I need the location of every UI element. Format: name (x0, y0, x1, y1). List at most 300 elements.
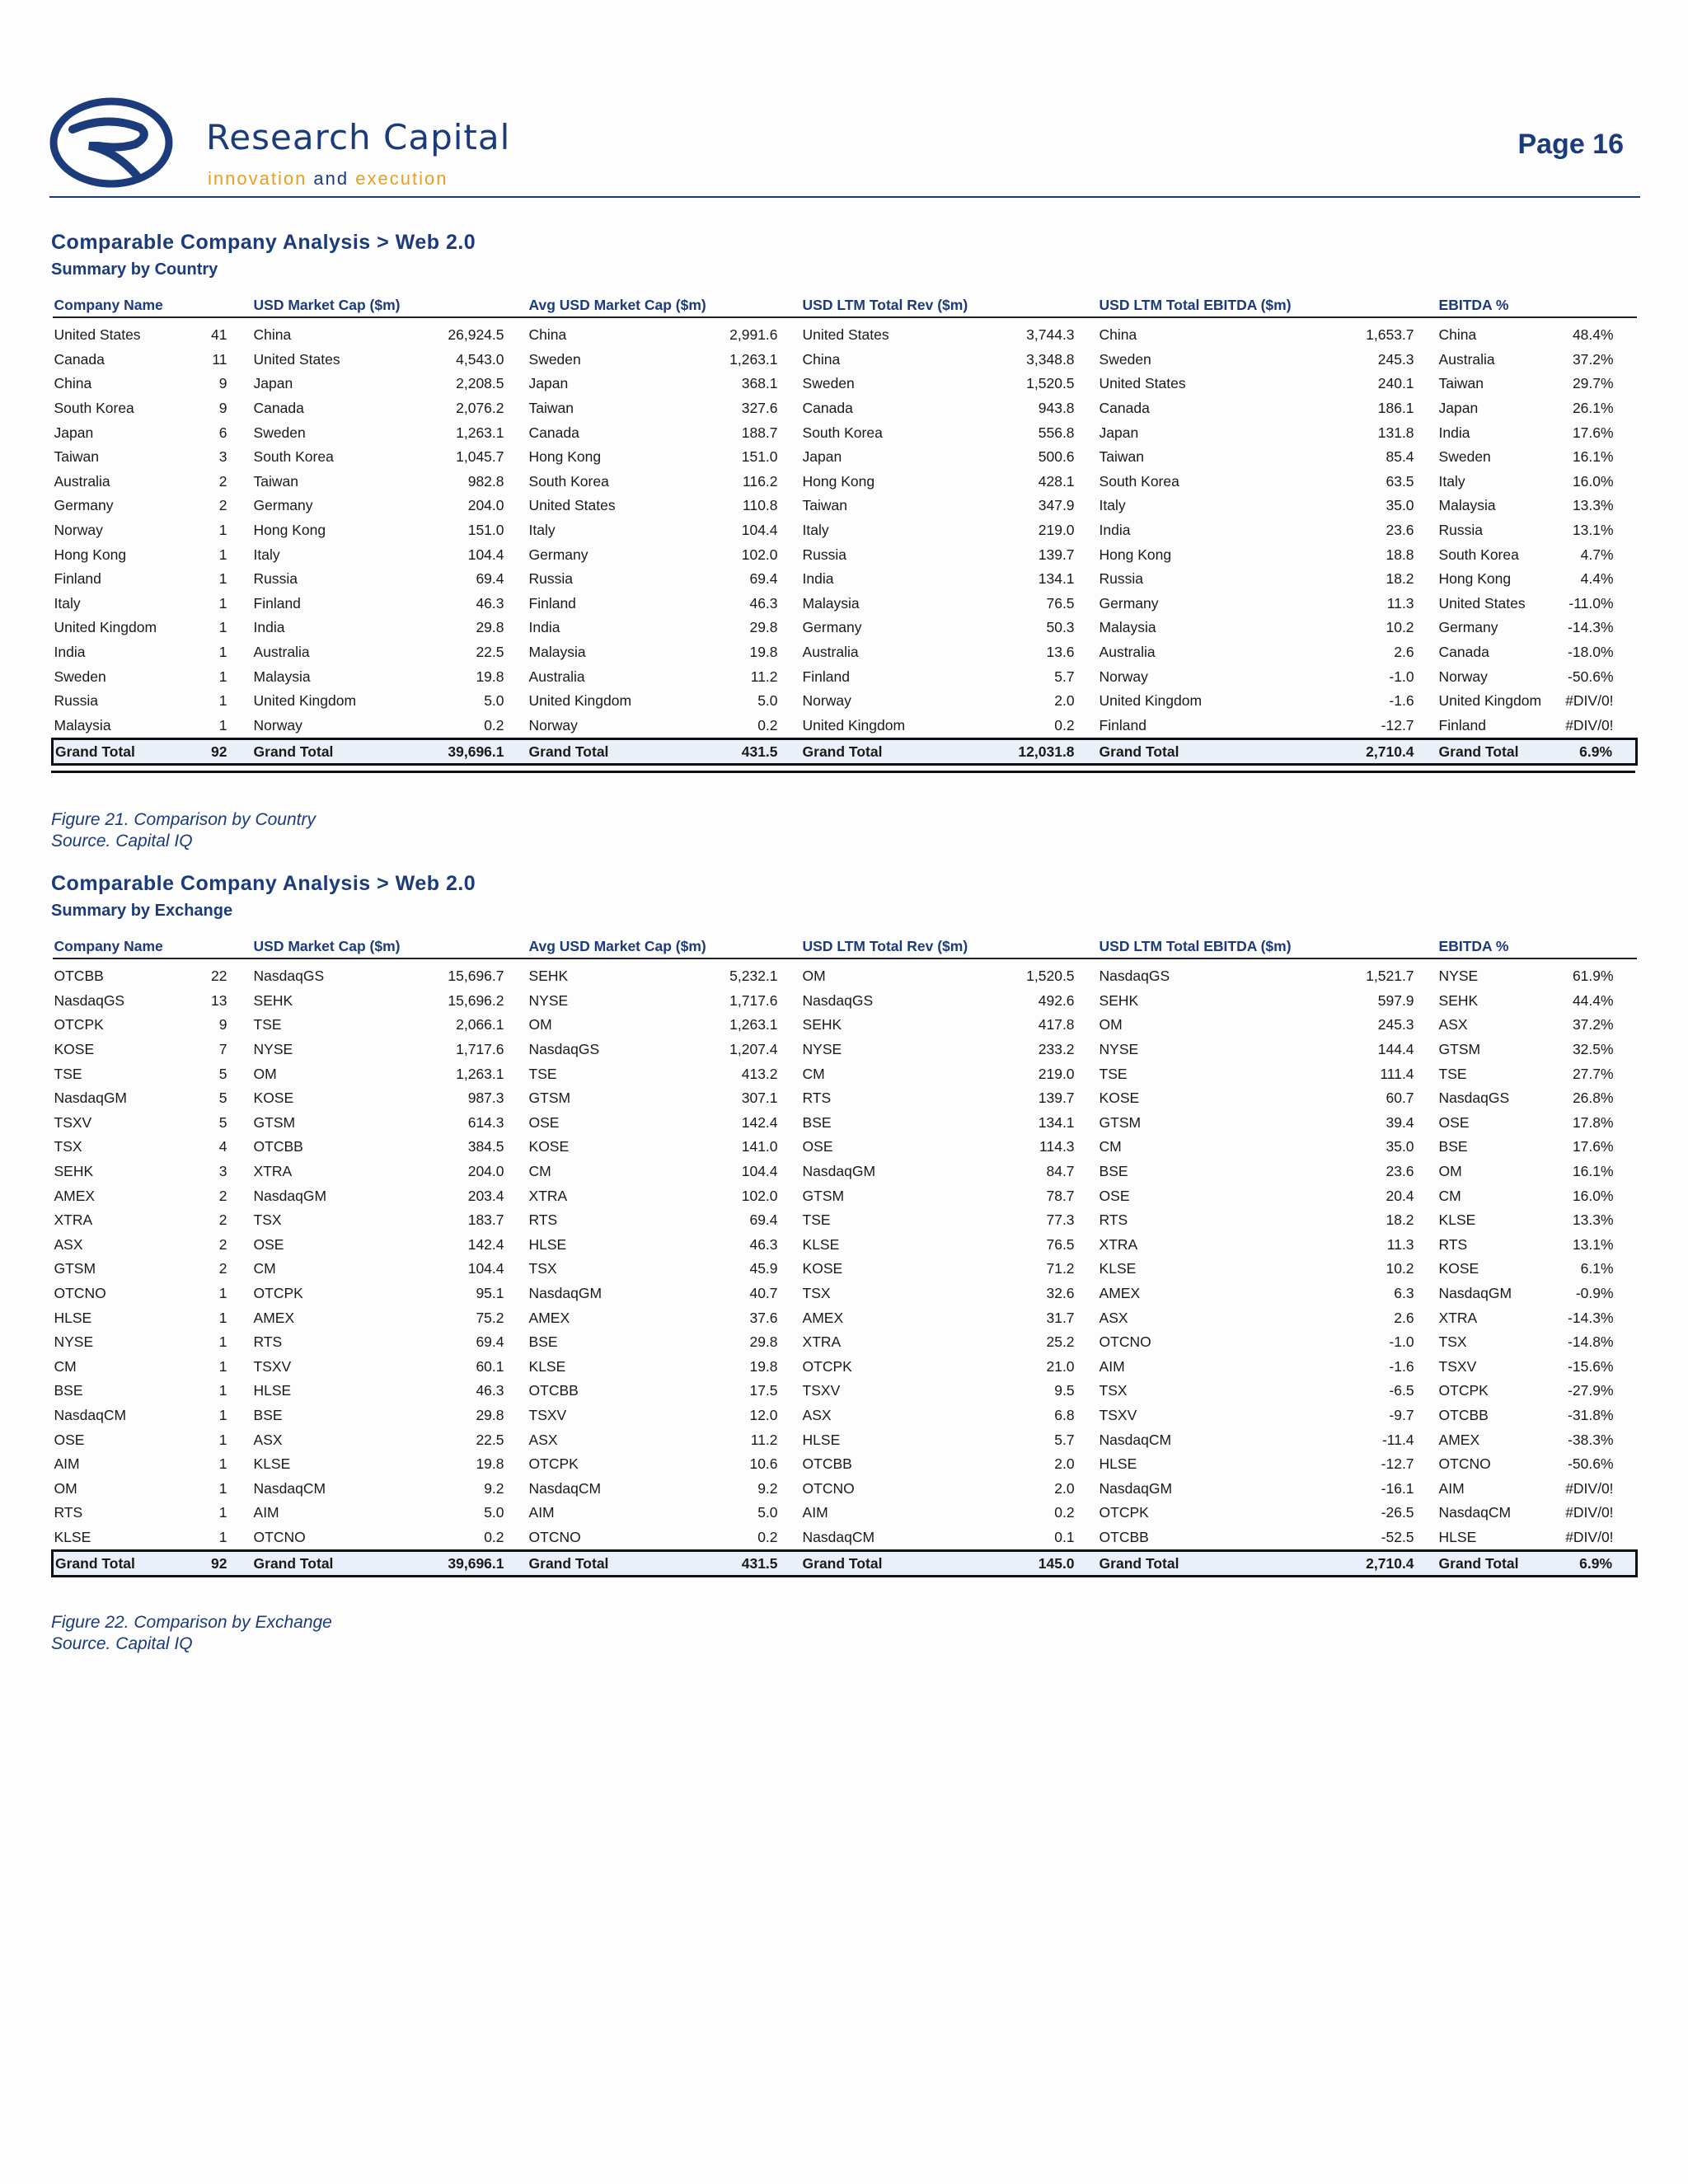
label-cell: BSE (1099, 1163, 1128, 1180)
value-cell: 2 (218, 497, 227, 514)
label-cell: AMEX (802, 1309, 844, 1326)
value-cell: -50.6% (1568, 1455, 1614, 1473)
label-cell: OSE (1438, 1113, 1470, 1131)
value-cell: 1 (218, 1357, 227, 1375)
value-cell: 29.8 (476, 1406, 504, 1423)
label-cell: South Korea (253, 448, 334, 466)
label-cell: Hong Kong (802, 472, 875, 490)
value-cell: 1 (218, 644, 227, 661)
value-cell: 413.2 (741, 1065, 778, 1082)
column-header: Company Name (53, 293, 252, 317)
label-cell: OTCBB (528, 1382, 579, 1399)
label-cell: NasdaqGM (54, 1090, 128, 1107)
value-cell: 431.5 (679, 739, 801, 765)
label-cell: Russia (1099, 570, 1144, 588)
label-cell: Taiwan (1099, 448, 1145, 466)
label-cell: OTCNO (253, 1528, 306, 1545)
table-row (53, 396, 1637, 421)
value-cell: 1 (218, 1479, 227, 1497)
value-cell: 25.2 (1046, 1333, 1075, 1351)
label-cell: NYSE (253, 1041, 293, 1058)
value-cell: 500.6 (1038, 448, 1075, 466)
value-cell: 0.2 (757, 716, 778, 733)
value-cell: 11.2 (750, 668, 778, 685)
value-cell: 9 (218, 400, 227, 417)
value-cell: -0.9% (1575, 1285, 1614, 1302)
value-cell: 35.0 (1386, 1138, 1414, 1155)
label-cell: TSXV (528, 1406, 567, 1423)
value-cell: 77.3 (1046, 1212, 1075, 1229)
value-cell: 597.9 (1377, 991, 1414, 1009)
value-cell: 431.5 (679, 1551, 801, 1577)
label-cell: Grand Total (528, 1551, 679, 1577)
value-cell: -52.5 (1381, 1528, 1414, 1545)
label-cell: Germany (1099, 594, 1159, 612)
label-cell: GTSM (1438, 1041, 1481, 1058)
label-cell: OSE (253, 1235, 284, 1253)
label-cell: Taiwan (1438, 375, 1484, 392)
value-cell: 75.2 (476, 1309, 504, 1326)
value-cell: 16.1% (1572, 448, 1614, 466)
label-cell: Sweden (1438, 448, 1491, 466)
label-cell: RTS (1438, 1235, 1468, 1253)
label-cell: NasdaqCM (253, 1479, 326, 1497)
value-cell: 245.3 (1377, 1016, 1414, 1033)
label-cell: TSX (802, 1285, 831, 1302)
value-cell: 69.4 (476, 1333, 504, 1351)
column-header: EBITDA % (1437, 293, 1637, 317)
table-row (53, 420, 1637, 445)
value-cell: 92 (176, 739, 252, 765)
value-cell: 5.7 (1054, 668, 1075, 685)
value-cell: -11.4 (1381, 1431, 1414, 1448)
label-cell: KOSE (1099, 1090, 1140, 1107)
value-cell: 1 (218, 570, 227, 588)
label-cell: Sweden (528, 350, 581, 368)
value-cell: 556.8 (1038, 424, 1075, 441)
label-cell: OTCPK (1099, 1504, 1149, 1521)
value-cell: -31.8% (1568, 1406, 1614, 1423)
value-cell: 6.3 (1394, 1285, 1414, 1302)
label-cell: United Kingdom (54, 619, 157, 636)
column-header: Avg USD Market Cap ($m) (528, 293, 801, 317)
value-cell: 13.3% (1572, 497, 1614, 514)
label-cell: HLSE (1438, 1528, 1477, 1545)
label-cell: ASX (528, 1431, 558, 1448)
label-cell: United Kingdom (253, 692, 357, 710)
table-header-row (53, 293, 1637, 317)
label-cell: AIM (54, 1455, 80, 1473)
value-cell: 11.3 (1386, 1235, 1414, 1253)
label-cell: AMEX (1099, 1285, 1141, 1302)
label-cell: KLSE (528, 1357, 566, 1375)
label-cell: NasdaqCM (802, 1528, 875, 1545)
value-cell: 35.0 (1386, 497, 1414, 514)
label-cell: Hong Kong (54, 546, 127, 563)
label-cell: Norway (528, 716, 578, 733)
table-row (53, 1062, 1637, 1086)
table-row (53, 1427, 1637, 1452)
label-cell: TSX (54, 1138, 82, 1155)
value-cell: 1 (218, 1431, 227, 1448)
value-cell: 31.7 (1046, 1309, 1075, 1326)
table-row (53, 1135, 1637, 1160)
value-cell: 9 (218, 375, 227, 392)
grand-total-row (53, 739, 1637, 765)
label-cell: TSX (528, 1260, 557, 1277)
label-cell: NasdaqCM (1099, 1431, 1172, 1448)
label-cell: GTSM (802, 1187, 845, 1204)
label-cell: Norway (1438, 668, 1488, 685)
label-cell: NYSE (802, 1041, 842, 1058)
table-row (53, 958, 1637, 989)
label-cell: NasdaqGM (802, 1163, 876, 1180)
value-cell: 2.6 (1394, 1309, 1414, 1326)
value-cell: 111.4 (1380, 1065, 1414, 1082)
label-cell: OTCNO (54, 1285, 106, 1302)
value-cell: 5.0 (484, 1504, 504, 1521)
table-row (53, 714, 1637, 739)
value-cell: 102.0 (741, 546, 778, 563)
value-cell: -26.5 (1381, 1504, 1414, 1521)
label-cell: South Korea (1438, 546, 1519, 563)
value-cell: -12.7 (1381, 716, 1414, 733)
label-cell: Italy (1099, 497, 1126, 514)
label-cell: United Kingdom (802, 716, 906, 733)
label-cell: Grand Total (1098, 739, 1324, 765)
label-cell: TSXV (54, 1113, 92, 1131)
label-cell: TSXV (1099, 1406, 1137, 1423)
value-cell: 19.8 (749, 1357, 778, 1375)
table-row (53, 317, 1637, 348)
label-cell: Russia (528, 570, 574, 588)
label-cell: AIM (528, 1504, 555, 1521)
label-cell: NYSE (1438, 968, 1479, 985)
value-cell: 11.3 (1386, 594, 1414, 612)
value-cell: 9.2 (484, 1479, 504, 1497)
value-cell: 245.3 (1377, 350, 1414, 368)
label-cell: Malaysia (54, 716, 111, 733)
label-cell: NasdaqGS (1438, 1090, 1510, 1107)
value-cell: 69.4 (476, 570, 504, 588)
value-cell: 131.8 (1377, 424, 1414, 441)
label-cell: Taiwan (253, 472, 298, 490)
value-cell: 1 (218, 522, 227, 539)
value-cell: 29.8 (749, 1333, 778, 1351)
label-cell: OTCNO (1438, 1455, 1491, 1473)
label-cell: AMEX (528, 1309, 570, 1326)
value-cell: 219.0 (1038, 1065, 1075, 1082)
label-cell: Germany (1438, 619, 1498, 636)
label-cell: Grand Total (1098, 1551, 1324, 1577)
column-header: USD LTM Total Rev ($m) (801, 293, 1098, 317)
value-cell: 13.6 (1046, 644, 1075, 661)
label-cell: KLSE (802, 1235, 840, 1253)
value-cell: 139.7 (1038, 546, 1075, 563)
label-cell: OSE (802, 1138, 833, 1155)
label-cell: HLSE (802, 1431, 841, 1448)
table-row (53, 989, 1637, 1014)
table-row (53, 542, 1637, 567)
column-header: EBITDA % (1437, 935, 1637, 958)
label-cell: OSE (54, 1431, 85, 1448)
label-cell: Sweden (54, 668, 106, 685)
value-cell: 1 (218, 1309, 227, 1326)
column-header: USD LTM Total EBITDA ($m) (1098, 935, 1437, 958)
value-cell: 39,696.1 (407, 1551, 528, 1577)
table-row (53, 567, 1637, 592)
figure-22-caption (51, 1612, 332, 1655)
value-cell: -16.1 (1381, 1479, 1414, 1497)
value-cell: 32.5% (1572, 1041, 1614, 1058)
label-cell: CM (528, 1163, 551, 1180)
table-row (53, 1355, 1637, 1380)
value-cell: 17.6% (1572, 424, 1614, 441)
value-cell: -15.6% (1568, 1357, 1614, 1375)
brand-name: Research Capital (206, 117, 511, 157)
label-cell: OTCBB (253, 1138, 303, 1155)
value-cell: 0.2 (1054, 1504, 1075, 1521)
value-cell: 2.6 (1394, 644, 1414, 661)
label-cell: OM (1099, 1016, 1123, 1033)
value-cell: 5 (218, 1113, 227, 1131)
value-cell: 85.4 (1386, 448, 1414, 466)
label-cell: Japan (1099, 424, 1139, 441)
value-cell: 417.8 (1038, 1016, 1075, 1033)
table-row (53, 1111, 1637, 1136)
label-cell: XTRA (253, 1163, 293, 1180)
label-cell: CM (802, 1065, 825, 1082)
label-cell: United States (1438, 594, 1526, 612)
label-cell: Hong Kong (253, 522, 326, 539)
value-cell: 2 (218, 1212, 227, 1229)
label-cell: TSE (54, 1065, 82, 1082)
label-cell: India (1438, 424, 1470, 441)
value-cell: 37.6 (749, 1309, 778, 1326)
country-summary-table (51, 293, 1638, 766)
label-cell: TSE (528, 1065, 557, 1082)
table-row (53, 592, 1637, 616)
value-cell: 145.0 (978, 1551, 1098, 1577)
value-cell: 114.3 (1039, 1138, 1075, 1155)
table-row (53, 1257, 1637, 1282)
label-cell: RTS (1099, 1212, 1128, 1229)
label-cell: KLSE (253, 1455, 291, 1473)
label-cell: HLSE (253, 1382, 292, 1399)
label-cell: SEHK (54, 1163, 94, 1180)
label-cell: Canada (253, 400, 304, 417)
value-cell: 13 (211, 991, 227, 1009)
label-cell: NasdaqGM (1438, 1285, 1512, 1302)
value-cell: 16.1% (1572, 1163, 1614, 1180)
label-cell: Taiwan (54, 448, 99, 466)
label-cell: OTCNO (1099, 1333, 1151, 1351)
label-cell: KLSE (1438, 1212, 1476, 1229)
value-cell: 10.6 (749, 1455, 778, 1473)
value-cell: 39,696.1 (407, 739, 528, 765)
value-cell: 1 (218, 1455, 227, 1473)
value-cell: 233.2 (1038, 1041, 1075, 1058)
value-cell: 204.0 (467, 497, 504, 514)
label-cell: Germany (802, 619, 862, 636)
label-cell: NYSE (1099, 1041, 1139, 1058)
label-cell: OTCBB (1099, 1528, 1149, 1545)
label-cell: Grand Total (53, 1551, 176, 1577)
value-cell: 6.1% (1580, 1260, 1614, 1277)
label-cell: China (54, 375, 92, 392)
label-cell: OTCPK (528, 1455, 579, 1473)
label-cell: HLSE (1099, 1455, 1137, 1473)
label-cell: Finland (54, 570, 101, 588)
label-cell: China (802, 350, 841, 368)
label-cell: India (54, 644, 86, 661)
value-cell: 1 (218, 1528, 227, 1545)
value-cell: 141.0 (741, 1138, 778, 1155)
value-cell: 142.4 (741, 1113, 778, 1131)
value-cell: 46.3 (749, 594, 778, 612)
label-cell: Malaysia (528, 644, 586, 661)
value-cell: 2,076.2 (456, 400, 504, 417)
value-cell: 2 (218, 1260, 227, 1277)
value-cell: 1 (218, 1333, 227, 1351)
value-cell: 1 (218, 619, 227, 636)
label-cell: KLSE (1099, 1260, 1137, 1277)
value-cell: 17.8% (1572, 1113, 1614, 1131)
figure-source: Source. Capital IQ (51, 832, 193, 851)
label-cell: ASX (1438, 1016, 1468, 1033)
label-cell: BSE (253, 1406, 283, 1423)
value-cell: 3 (218, 448, 227, 466)
label-cell: CM (1099, 1138, 1122, 1155)
label-cell: XTRA (802, 1333, 842, 1351)
label-cell: Japan (802, 448, 842, 466)
value-cell: 347.9 (1038, 497, 1075, 514)
value-cell: 4,543.0 (456, 350, 504, 368)
label-cell: ASX (1099, 1309, 1128, 1326)
value-cell: 2.0 (1054, 692, 1075, 710)
column-header: USD Market Cap ($m) (252, 293, 528, 317)
value-cell: 2,991.6 (729, 326, 778, 344)
value-cell: -50.6% (1568, 668, 1614, 685)
value-cell: 18.8 (1386, 546, 1414, 563)
value-cell: 22.5 (476, 1431, 504, 1448)
label-cell: Germany (54, 497, 114, 514)
label-cell: Sweden (802, 375, 855, 392)
figure-title: Figure 21. Comparison by Country (51, 810, 316, 829)
label-cell: CM (253, 1260, 276, 1277)
table-row (53, 1233, 1637, 1258)
value-cell: 13.1% (1572, 522, 1614, 539)
value-cell: 23.6 (1386, 1163, 1414, 1180)
value-cell: 1,045.7 (456, 448, 504, 466)
label-cell: India (528, 619, 560, 636)
value-cell: 61.9% (1572, 968, 1614, 985)
value-cell: 12.0 (749, 1406, 778, 1423)
label-cell: India (802, 570, 834, 588)
value-cell: 0.2 (1054, 716, 1075, 733)
value-cell: 1,207.4 (729, 1041, 778, 1058)
label-cell: Italy (802, 522, 829, 539)
label-cell: HLSE (528, 1235, 567, 1253)
value-cell: 1,520.5 (1026, 968, 1075, 985)
label-cell: NasdaqCM (528, 1479, 602, 1497)
value-cell: 1,521.7 (1366, 968, 1414, 985)
label-cell: Norway (802, 692, 851, 710)
value-cell: #DIV/0! (1565, 1504, 1614, 1521)
value-cell: 6.8 (1054, 1406, 1075, 1423)
value-cell: 110.8 (743, 497, 778, 514)
value-cell: 19.8 (749, 644, 778, 661)
value-cell: 219.0 (1038, 522, 1075, 539)
value-cell: -6.5 (1389, 1382, 1414, 1399)
figure-21-caption (51, 809, 316, 852)
label-cell: XTRA (1099, 1235, 1138, 1253)
label-cell: Norway (54, 522, 103, 539)
label-cell: Finland (1099, 716, 1146, 733)
label-cell: South Korea (54, 400, 134, 417)
label-cell: Malaysia (253, 668, 311, 685)
value-cell: 327.6 (741, 400, 778, 417)
value-cell: 5.7 (1054, 1431, 1075, 1448)
label-cell: India (1099, 522, 1131, 539)
label-cell: Russia (802, 546, 847, 563)
value-cell: -9.7 (1389, 1406, 1414, 1423)
value-cell: #DIV/0! (1565, 692, 1614, 710)
value-cell: 4.4% (1580, 570, 1614, 588)
value-cell: -12.7 (1381, 1455, 1414, 1473)
value-cell: 5 (218, 1065, 227, 1082)
label-cell: Hong Kong (1438, 570, 1512, 588)
label-cell: Italy (54, 594, 81, 612)
label-cell: Canada (1099, 400, 1150, 417)
label-cell: AIM (1099, 1357, 1125, 1375)
label-cell: OSE (528, 1113, 560, 1131)
label-cell: Canada (802, 400, 853, 417)
label-cell: SEHK (253, 991, 293, 1009)
column-header: USD Market Cap ($m) (252, 935, 528, 958)
label-cell: Italy (1438, 472, 1465, 490)
value-cell: 29.7% (1572, 375, 1614, 392)
figure-title: Figure 22. Comparison by Exchange (51, 1613, 332, 1632)
value-cell: 17.6% (1572, 1138, 1614, 1155)
label-cell: ASX (54, 1235, 83, 1253)
value-cell: 22.5 (476, 644, 504, 661)
value-cell: 1 (218, 668, 227, 685)
label-cell: Russia (54, 692, 98, 710)
value-cell: 1,717.6 (729, 991, 778, 1009)
value-cell: 39.4 (1386, 1113, 1414, 1131)
value-cell: 5.0 (484, 692, 504, 710)
label-cell: Russia (253, 570, 298, 588)
label-cell: China (1099, 326, 1137, 344)
table-row (53, 664, 1637, 689)
exchange-summary-section (51, 872, 1635, 1577)
value-cell: 6.9% (1561, 739, 1637, 765)
label-cell: United States (528, 497, 616, 514)
value-cell: 1 (218, 716, 227, 733)
value-cell: 2,710.4 (1324, 1551, 1437, 1577)
value-cell: 142.4 (467, 1235, 504, 1253)
label-cell: NasdaqGM (253, 1187, 327, 1204)
value-cell: 71.2 (1046, 1260, 1075, 1277)
label-cell: Russia (1438, 522, 1484, 539)
value-cell: 104.4 (741, 522, 778, 539)
value-cell: 0.1 (1054, 1528, 1075, 1545)
column-header: USD LTM Total Rev ($m) (801, 935, 1098, 958)
value-cell: 4 (218, 1138, 227, 1155)
label-cell: NYSE (528, 991, 569, 1009)
label-cell: United States (253, 350, 340, 368)
